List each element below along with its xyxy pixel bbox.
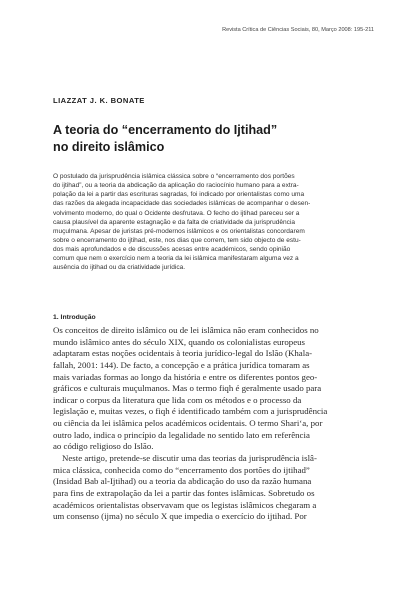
body-line: um consenso (ijma) no século X que impedia o exercício do ijtihad. Por [53,511,307,522]
abstract-line: das razões da alegada incapacidade das sociedades islâmicas de acompanhar o desen- [53,200,311,208]
body-line: Os conceitos de direito islâmico ou de lei islâmica não eram conhecidos no [53,325,319,335]
body-line: (Insidad Bab al-Ijtihad) ou a teoria da abdicação do uso da razão humana [53,476,312,487]
abstract-line: sobre o encerramento do ijtihad, este, nos dias que correm, tem sido objecto de estu- [53,236,301,244]
title-line-2: no direito islâmico [53,140,165,154]
body-text [53,325,353,523]
title-line-1: A teoria do “encerramento do Ijtihad” [53,123,278,137]
body-line: mica clássica, conhecida como do “encerramento dos portões do ijtihad” [53,464,310,475]
body-line: mais variadas formas ao longo da história e entre os diferentes pontos geo- [53,371,318,382]
body-line: gráficos e culturais muçulmanos. Mas o termo fiqh é geralmente usado para [53,383,322,394]
abstract-line: causa plausível da aparente estagnação e da falta de criatividade da jurisprudência [53,218,296,226]
abstract-line: O postulado da jurisprudência islâmica clássica sobre o “encerramento dos portões [53,173,295,180]
body-line: mundo islâmico antes do século XIX, quando os colonialistas europeus [53,336,305,347]
abstract-line: muçulmana. Apesar de juristas pré-modernos islâmicos e os orientalistas concordarem [53,227,305,235]
abstract [53,172,353,273]
abstract-line: polação da lei a partir das escrituras sagradas, foi indicado por orientalistas como uma [53,191,305,199]
body-line: fallah, 2001: 144). De facto, a concepção e a prática jurídica tomaram as [53,359,310,370]
body-line: para fins de extrapolação da lei a partir das fontes islâmicas. Sobretudo os [53,487,315,498]
abstract-line: ausência do ijtihad ou da criatividade jurídica. [53,264,186,272]
body-line: ao código religioso do Islão. [53,441,154,452]
running-head: Revista Crítica de Ciências Sociais, 80, Março 2008: 195-211 [222,27,374,33]
body-line: legislação e, muitas vezes, o fiqh é identificado também com a jurisprudência [53,406,328,417]
author-name: LIAZZAT J. K. BONATE [53,96,145,105]
abstract-line: dos mais aprofundados e de discussões acesas entre académicos, sendo opinião [53,246,291,254]
abstract-line: do ijtihad”, ou a teoria da abdicação da aplicação do raciocínio humano para a extra- [53,182,299,190]
body-line: ou ciência da lei islâmica pelos académicos ocidentais. O termo Shari‘a, por [53,418,323,429]
abstract-line: volvimento moderno, do qual o Ocidente desfrutava. O fecho do ijtihad pareceu ser a [53,209,300,217]
body-line: adaptaram estas noções ocidentais à teoria jurídico-legal do Islão (Khala- [53,348,313,359]
body-line: outro lado, indica o princípio da legalidade no sentido lato em referência [53,429,310,440]
body-line: académicos orientalistas observavam que os legistas islâmicos chegaram a [53,499,317,510]
abstract-line: comum que nem o exercício nem a teoria da lei islâmica manifestaram alguma vez a [53,255,299,263]
body-line: indicar o corpus da literatura que lida com os métodos e o processo da [53,394,302,405]
article-title [53,122,373,156]
body-line: Neste artigo, pretende-se discutir uma das teorias da jurisprudência islâ- [62,453,317,464]
section-heading: 1. Introdução [53,314,96,321]
